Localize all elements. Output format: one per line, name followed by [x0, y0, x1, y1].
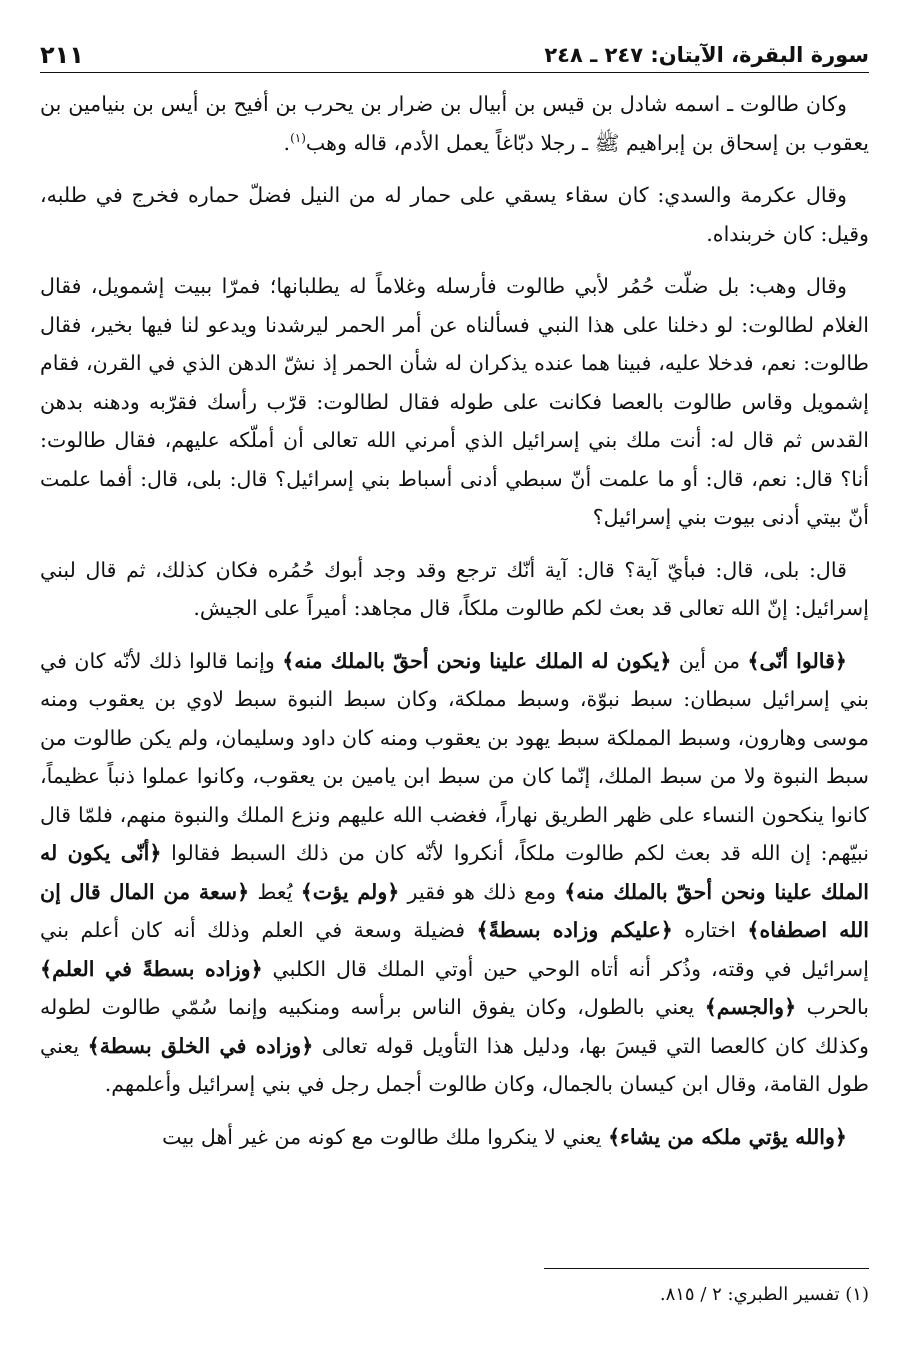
paragraph-text: بالحرب	[796, 995, 870, 1019]
page	[40, 38, 869, 1338]
paragraph	[40, 642, 869, 1104]
header-title: سورة البقرة، الآيتان: ٢٤٧ ـ ٢٤٨	[544, 43, 869, 67]
quran-quote: ﴿وزاده في الخلق بسطة﴾	[87, 1033, 314, 1058]
paragraph-text: يعني بالطول، وكان يفوق الناس برأسه ومنكبيه وإنما سُمّي طالوت لطوله وكذلك كان كالعصا التي قيسَ بها، ودليل هذا التأويل قوله تعالى	[40, 995, 870, 1058]
body-text	[40, 85, 869, 1156]
paragraph-text: قال: بلى، قال: فبأيّ آية؟ قال: آية أنّك ترجع وقد وجد أبوك حُمُره فكان كذلك، ثم قال لبني إسرائيل: إنّ الله تعالى قد بعث لكم طالوت ملكاً، قال مجاهد: أميراً على الجيش.	[40, 557, 869, 620]
paragraph-text: اختاره	[672, 918, 748, 942]
page-number: ٢١١	[40, 41, 84, 69]
paragraph-text: فضيلة وسعة في العلم وذلك أنه كان أعلم بني إسرائيل في وقته، وذُكر أنه أتاه الوحي حين أوتي الملك قال الكلبي	[40, 918, 869, 981]
running-header	[40, 38, 869, 73]
quran-quote: ﴿سعة من المال قال إن الله اصطفاه﴾	[40, 879, 869, 942]
paragraph-text: يُعط	[249, 879, 301, 904]
paragraph-text: وكان طالوت ـ اسمه شادل بن قيس بن أبيال بن ضرار بن يحرب بن أفيح بن أيس بن بنيامين بن يعقوب بن إسحاق بن إبراهيم ﷺ ـ رجلا دبّاغاً يعمل الأدم، قاله وهب	[40, 92, 869, 155]
paragraph-text: .	[283, 130, 291, 155]
quran-quote: ﴿عليكم وزاده بسطةً﴾	[476, 918, 673, 942]
quran-quote: ﴿ولم يؤت﴾	[300, 879, 400, 904]
quran-quote: ﴿أنّى يكون له الملك علينا ونحن أحقّ بالملك منه﴾	[40, 841, 869, 904]
footnote-marker: (١)	[290, 130, 306, 145]
paragraph	[40, 551, 869, 628]
quran-quote: ﴿قالوا أنّى﴾	[747, 648, 847, 673]
paragraph	[40, 267, 869, 537]
quran-quote: ﴿والجسم﴾	[704, 995, 797, 1019]
quran-quote: ﴿يكون له الملك علينا ونحن أحقّ بالملك منه﴾	[282, 648, 672, 673]
quran-quote: ﴿والله يؤتي ملكه من يشاء﴾	[608, 1124, 847, 1149]
paragraph-text: ومع ذلك هو فقير	[399, 879, 565, 904]
quran-quote: ﴿وزاده بسطةً في العلم﴾	[40, 956, 263, 981]
paragraph-text: من أين	[671, 648, 748, 673]
footnote-divider	[544, 1268, 869, 1269]
paragraph	[40, 85, 869, 162]
paragraph-text: يعني طول القامة، وقال ابن كيسان بالجمال، وكان طالوت أجمل رجل في بني إسرائيل وأعلمهم.	[40, 1033, 869, 1096]
paragraph-text: وقال وهب: بل ضلّت حُمُر لأبي طالوت فأرسله وغلاماً له يطلبانها؛ فمرّا ببيت إشمويل، فقال الغلام لطالوت: لو دخلنا على هذا النبي فسألناه عن أمر الحمر ليرشدنا ويدعو لنا فيها بخير، فقال طالوت: نعم، فدخلا عليه، فبينا هما عنده يذكران له شأن الحمر إذ نشّ الدهن الذي في القرن، فقام إشمويل وقاس طالوت بالعصا فكانت على طوله فقال لطالوت: قرّب رأسك فقرّبه ودهنه بدهن القدس ثم قال له: أنت ملك بني إسرائيل الذي أمرني الله تعالى أن أملّكه عليهم، فقال طالوت: أنا؟ قال: نعم، قال: أو ما علمت أنّ سبطي أدنى أسباط بني إسرائيل؟ قال: بلى، قال: أفما علمت أنّ بيتي أدنى بيوت بني إسرائيل؟	[40, 274, 869, 529]
paragraph-text: يعني لا ينكروا ملك طالوت مع كونه من غير أهل بيت	[162, 1124, 609, 1149]
paragraph-text: وقال عكرمة والسدي: كان سقاء يسقي على حمار له من النيل فضلّ حماره فخرج في طلبه، وقيل: كان خربنداه.	[40, 183, 869, 246]
paragraph-text: وإنما قالوا ذلك لأنّه كان في بني إسرائيل سبطان: سبط نبوّة، وسبط مملكة، وكان سبط النبوة سبط لاوي بن يعقوب ومنه موسى وهارون، وسبط المملكة سبط يهود بن يعقوب ومنه كان داود وسليمان، ولم يكن طالوت من سبط النبوة ولا من سبط الملك، إنّما كان من سبط ابن يامين بن يعقوب، وكانوا عملوا ذنباً عظيماً، كانوا ينكحون النساء على ظهر الطريق نهاراً، فغضب الله عليهم ونزع الملك والنبوة منهم، فلمّا قال نبيّهم: إن الله قد بعث لكم طالوت ملكاً، أنكروا لأنّه كان من ذلك السبط فقالوا	[40, 648, 869, 865]
footnote: (١) تفسير الطبري: ٢ / ٨١٥.	[659, 1284, 869, 1305]
paragraph	[40, 1118, 869, 1157]
paragraph	[40, 176, 869, 253]
